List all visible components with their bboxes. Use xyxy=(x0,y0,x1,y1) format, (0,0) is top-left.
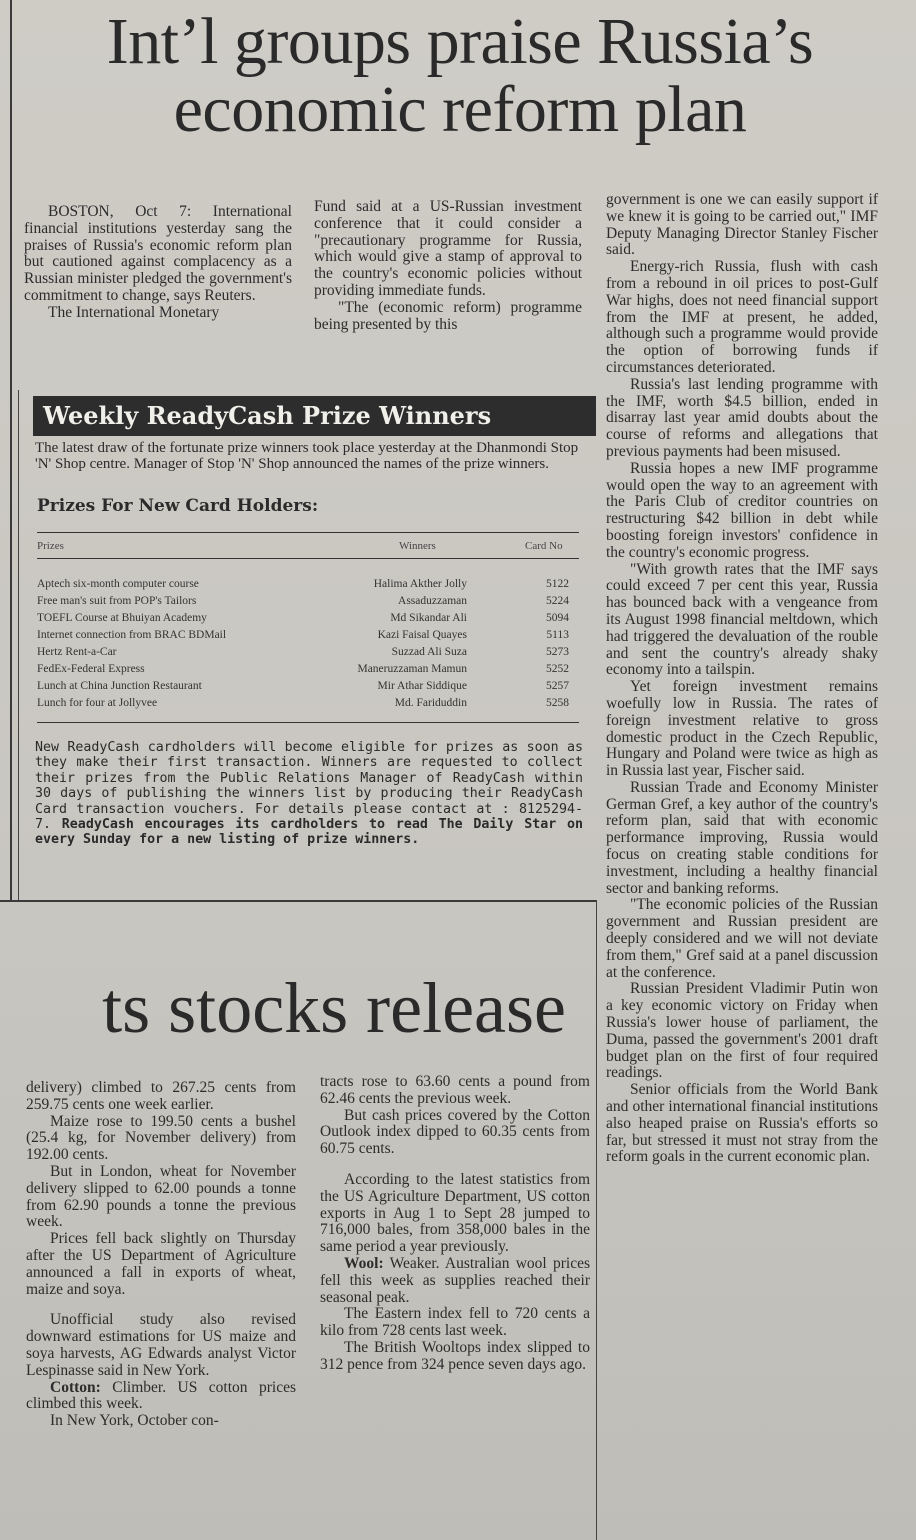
table-row xyxy=(37,629,579,646)
article-paragraph xyxy=(26,1380,296,1414)
ad-footer-text: New ReadyCash cardholders will become eligible for prizes as soon as they make their first transaction. Winners are requested to collect their prizes from the Public Relations Manager of ReadyCash within 30 days of publishing the winners list by producing their ReadyCash Card transaction vouchers. For details please contact at : 8125294-7. xyxy=(35,740,583,833)
article-paragraph: "With growth rates that the IMF says could exceed 7 per cent this year, Russia has bounced back with a vengeance from its August 1998 financial meltdown, which had triggered the devaluation of the rouble and sent the country's already shaky economy into a tailspin. xyxy=(606,560,878,679)
table-top-rule xyxy=(37,532,579,533)
article2-column-1 xyxy=(26,1080,296,1430)
column-rule-right xyxy=(596,900,597,1540)
table-row xyxy=(37,680,579,697)
article-paragraph: Russia hopes a new IMF programme would open the way to an agreement with the Paris Club of creditor countries on restructuring $42 billion in debt while boosting foreign investors' confidence in the country's economic progress. xyxy=(606,459,878,561)
prize-cell: Lunch for four at Jollyvee xyxy=(37,697,158,709)
article-paragraph: "The economic policies of the Russian government and Russian president are deeply considered and we will not deviate from them," Gref said at a panel discussion at the conference. xyxy=(606,896,878,981)
card-cell: 5257 xyxy=(546,680,569,692)
ad-footer xyxy=(35,740,583,848)
table-header-prize: Prizes xyxy=(37,540,64,552)
table-header-rule xyxy=(37,558,579,559)
table-row xyxy=(37,612,579,629)
winner-cell: Halima Akther Jolly xyxy=(373,578,467,590)
table-row xyxy=(37,697,579,714)
table-row xyxy=(37,663,579,680)
article-paragraph: Russian Trade and Economy Minister German Gref, a key author of the country's reform plan, said that with economic performance improving, Russia would focus on creating stable conditions for investment, including a healthy financial sector and banking reforms. xyxy=(606,778,878,897)
article-paragraph: delivery) climbed to 267.25 cents from 259.75 cents one week earlier. xyxy=(26,1079,296,1113)
article-paragraph: government is one we can easily support if we knew it is going to be carried out," IMF Deputy Managing Director Stanley Fischer said. xyxy=(606,191,878,259)
prize-cell: TOEFL Course at Bhuiyan Academy xyxy=(37,612,207,624)
ad-subtitle: Prizes For New Card Holders: xyxy=(37,496,319,516)
table-bottom-rule xyxy=(37,722,579,723)
prize-cell: Free man's suit from POP's Tailors xyxy=(37,595,197,607)
article-paragraph: Russia's last lending programme with the IMF, worth $4.5 billion, ended in disarray last year amid doubts about the course of reforms and allegations that previous payments had been misused. xyxy=(606,375,878,460)
article2-column-2 xyxy=(320,1074,590,1374)
article-paragraph: But cash prices covered by the Cotton Outlook index dipped to 60.35 cents from 60.75 cents. xyxy=(320,1106,590,1158)
card-cell: 5122 xyxy=(546,578,569,590)
card-cell: 5273 xyxy=(546,646,569,658)
section-text: Weaker. Australian wool prices fell this week as supplies reached their seasonal peak. xyxy=(320,1254,590,1306)
table-header-winner: Winners xyxy=(399,540,436,552)
main-headline: Int’l groups praise Russia’s economic reform plan xyxy=(106,5,814,146)
article-paragraph: Maize rose to 199.50 cents a bushel (25.4 kg, for November delivery) from 192.00 cents. xyxy=(26,1112,296,1164)
second-headline xyxy=(0,968,596,1048)
article-paragraph: "The (economic reform) programme being presented by this xyxy=(314,298,582,333)
winner-cell: Maneruzzaman Mamun xyxy=(357,663,467,675)
table-row xyxy=(37,595,579,612)
article-paragraph: tracts rose to 63.60 cents a pound from 62.46 cents the previous week. xyxy=(320,1073,590,1107)
prize-cell: Lunch at China Junction Restaurant xyxy=(37,680,202,692)
article-paragraph: But in London, wheat for November delivery slipped to 62.00 pounds a tonne from 62.90 pounds a tonne the previous week. xyxy=(26,1162,296,1231)
article-paragraph: Energy-rich Russia, flush with cash from a rebound in oil prices to post-Gulf War highs, does not need financial support from the IMF at present, he added, although such a programme would provide the option of borrowing funds if circumstances deteriorated. xyxy=(606,258,878,376)
prize-cell: Internet connection from BRAC BDMail xyxy=(37,629,227,641)
section-lead: Cotton: xyxy=(50,1378,101,1396)
article-paragraph: Fund said at a US-Russian investment conference that it could consider a "precautionary programme for Russia, which would give a stamp of approval to the country's economic policies without providing immediate funds. xyxy=(314,198,582,299)
prize-cell: Aptech six-month computer course xyxy=(37,578,199,590)
article-paragraph: The International Monetary xyxy=(48,303,220,321)
card-cell: 5224 xyxy=(546,595,569,607)
table-row xyxy=(37,578,579,595)
ad-title: Weekly ReadyCash Prize Winners xyxy=(33,396,596,436)
card-cell: 5252 xyxy=(546,663,569,675)
winner-cell: Md Sikandar Ali xyxy=(390,612,467,624)
article-paragraph: Russian President Vladimir Putin won a key economic victory on Friday when Russia's lower house of parliament, the Duma, passed the government's 2001 draft budget plan on the first of four required readings. xyxy=(606,980,878,1082)
section-lead: Wool: xyxy=(344,1254,384,1272)
winner-cell: Mir Athar Siddique xyxy=(377,680,467,692)
article-paragraph: Unofficial study also revised downward estimations for US maize and soya harvests, AG Edwards analyst Victor Lespinasse said in New York. xyxy=(26,1311,296,1379)
article-paragraph: According to the latest statistics from the US Agriculture Department, US cotton exports in Aug 1 to Sept 28 jumped to 716,000 bales, from 358,000 bales in the same period a year previously. xyxy=(320,1170,590,1256)
winner-cell: Suzzad Ali Suza xyxy=(391,646,467,658)
ad-footer-bold: ReadyCash encourages its cardholders to read The Daily Star on every Sunday for a new listing of prize winners. xyxy=(35,817,583,848)
article1-column-2 xyxy=(314,199,582,333)
card-cell: 5258 xyxy=(546,697,569,709)
prize-cell: Hertz Rent-a-Car xyxy=(37,646,117,658)
article-paragraph: Senior officials from the World Bank and other international financial institutions also heaped praise on Russia's efforts so far, but stressed it must not stray from the reform goals in the current economic plan. xyxy=(606,1081,878,1166)
card-cell: 5113 xyxy=(546,629,569,641)
section-text: Climber. US cotton prices climbed this week. xyxy=(26,1378,296,1413)
winner-cell: Kazi Faisal Quayes xyxy=(377,629,467,641)
winner-cell: Assaduzzaman xyxy=(398,595,467,607)
column-rule-left xyxy=(10,0,12,900)
article-paragraph xyxy=(320,1256,590,1306)
winner-cell: Md. Fariduddin xyxy=(394,697,467,709)
article-paragraph: Prices fell back slightly on Thursday after the US Department of Agriculture announced a fall in exports of wheat, maize and soya. xyxy=(26,1230,296,1298)
article-paragraph: The British Wooltops index slipped to 312 pence from 324 pence seven days ago. xyxy=(320,1338,590,1373)
section-divider xyxy=(0,900,596,902)
table-header-card: Card No xyxy=(525,540,563,552)
card-cell: 5094 xyxy=(546,612,569,624)
article-paragraph: In New York, October con- xyxy=(50,1412,219,1430)
article1-column-1 xyxy=(24,204,292,322)
article-paragraph: The Eastern index fell to 720 cents a kilo from 728 cents last week. xyxy=(320,1305,590,1340)
article1-column-3 xyxy=(606,192,878,1166)
second-headline-text: ts stocks release xyxy=(102,968,566,1048)
article-paragraph: Yet foreign investment remains woefully low in Russia. The rates of foreign investment relative to gross domestic product in the Czech Republic, Hungary and Poland were twice as high as in Russia last year, Fischer said. xyxy=(606,678,878,780)
prize-cell: FedEx-Federal Express xyxy=(37,663,145,675)
table-row xyxy=(37,646,579,663)
article-paragraph: BOSTON, Oct 7: International financial institutions yesterday sang the praises of Russia's economic reform plan but cautioned against complacency as a Russian minister pledged the government's commitment to change, says Reuters. xyxy=(24,203,292,304)
ad-intro: The latest draw of the fortunate prize winners took place yesterday at the Dhanmondi Stop 'N' Shop centre. Manager of Stop 'N' Shop announced the names of the prize winners. xyxy=(35,440,579,472)
readycash-ad-box xyxy=(18,390,595,901)
